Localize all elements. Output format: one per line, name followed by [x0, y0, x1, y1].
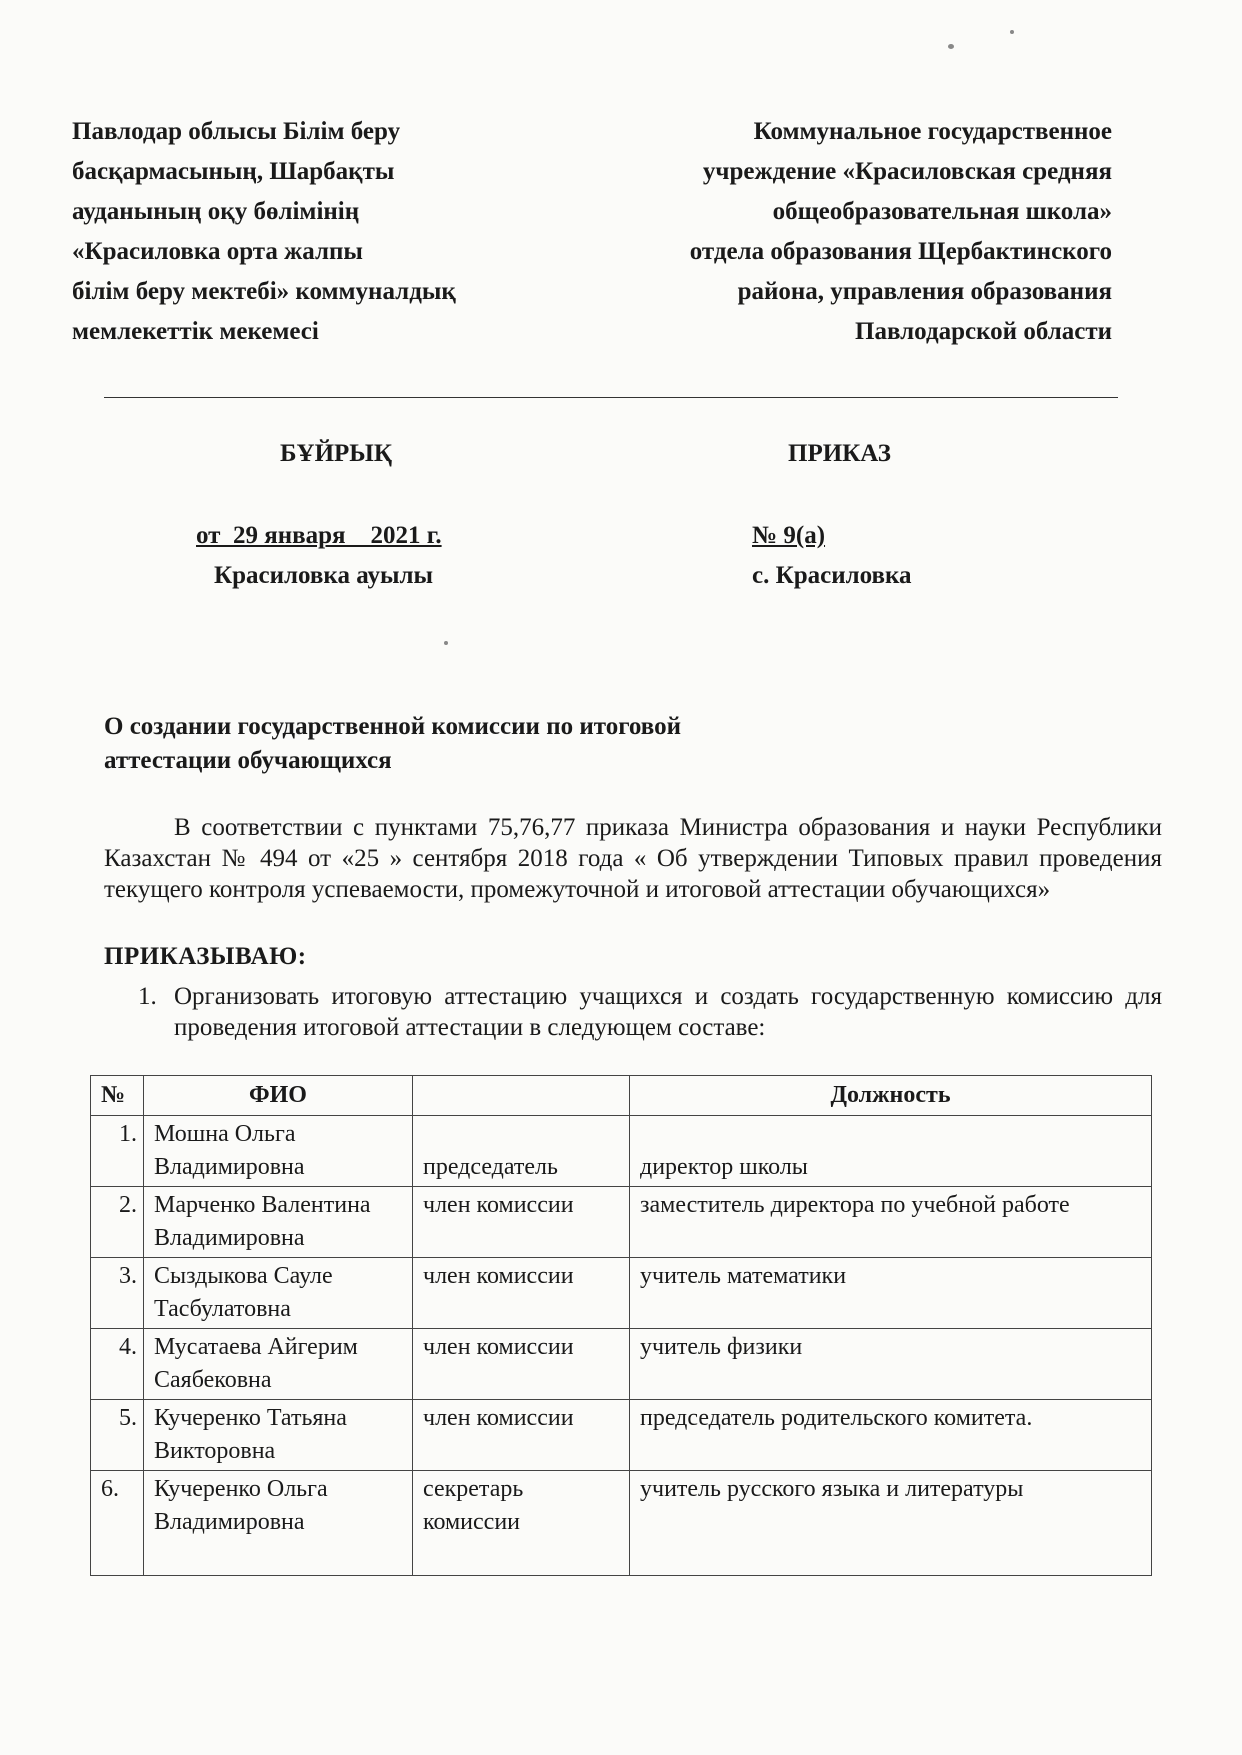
header-kazakh-line: ауданының оқу бөлімінің [72, 198, 360, 225]
cell-role: член комиссии [413, 1258, 630, 1329]
doc-number: № 9(а) [752, 522, 826, 549]
scan-speck [1010, 30, 1014, 34]
table-row [91, 1187, 1152, 1258]
cell-role: председатель [413, 1116, 630, 1187]
header-russian-line: Павлодарской области [855, 318, 1112, 345]
cell-number: 5. [91, 1400, 144, 1471]
cell-fio: Мошна Ольга Владимировна [144, 1116, 413, 1187]
cell-number: 3. [91, 1258, 144, 1329]
table-row [91, 1258, 1152, 1329]
table-header-row [91, 1076, 1152, 1116]
doc-place-kazakh: Красиловка ауылы [214, 562, 434, 589]
table-row [91, 1329, 1152, 1400]
cell-role: член комиссии [413, 1329, 630, 1400]
table-row [91, 1400, 1152, 1471]
header-kazakh-line: білім беру мектебі» коммуналдық [72, 278, 456, 305]
commission-table [90, 1075, 1152, 1576]
doc-preamble: В соответствии с пунктами 75,76,77 приказа Министра образования и науки Республики Казахстан № 494 от «25 » сентября 2018 года « Об утверждении Типовых правил проведения текущего контроля успеваемости, промежуточной и итоговой аттестации обучающихся» [104, 814, 1162, 903]
cell-position: учитель физики [630, 1329, 1152, 1400]
header-kazakh-line: Павлодар облысы Білім беру [72, 118, 401, 145]
order-item-text: Организовать итоговую аттестацию учащихся и создать государственную комиссию для проведения итоговой аттестации в следующем составе: [174, 983, 1162, 1041]
cell-role: секретарь комиссии [413, 1471, 630, 1576]
cell-position: учитель математики [630, 1258, 1152, 1329]
header-russian-line: отдела образования Щербактинского [689, 238, 1112, 265]
cell-position: председатель родительского комитета. [630, 1400, 1152, 1471]
cell-fio: Мусатаева Айгерим Саябековна [144, 1329, 413, 1400]
doc-title-russian: ПРИКАЗ [788, 440, 891, 467]
cell-number: 1. [91, 1116, 144, 1187]
cell-role: член комиссии [413, 1187, 630, 1258]
header-russian-line: учреждение «Красиловская средняя [702, 158, 1112, 185]
column-header-number: № [91, 1076, 144, 1116]
header-kazakh-line: мемлекеттік мекемесі [72, 318, 319, 345]
header-russian [560, 112, 1112, 352]
doc-place-russian: с. Красиловка [752, 562, 912, 589]
scan-speck [444, 641, 448, 645]
table-row [91, 1116, 1152, 1187]
order-item-number: 1. [138, 983, 157, 1010]
doc-title-kazakh: БҰЙРЫҚ [280, 440, 392, 467]
cell-position: директор школы [630, 1116, 1152, 1187]
cell-position: учитель русского языка и литературы [630, 1471, 1152, 1576]
scan-speck [948, 44, 954, 49]
cell-fio: Кучеренко Татьяна Викторовна [144, 1400, 413, 1471]
doc-date: от 29 января 2021 г. [196, 522, 442, 549]
cell-position: заместитель директора по учебной работе [630, 1187, 1152, 1258]
cell-number: 2. [91, 1187, 144, 1258]
doc-subject: О создании государственной комиссии по итоговой аттестации обучающихся [104, 713, 682, 774]
header-russian-line: общеобразовательная школа» [772, 198, 1112, 225]
header-divider [104, 397, 1118, 398]
doc-order-word: ПРИКАЗЫВАЮ: [104, 943, 307, 970]
header-kazakh-line: басқармасының, Шарбақты [72, 158, 395, 185]
column-header-role [413, 1076, 630, 1116]
header-russian-line: Коммунальное государственное [753, 118, 1112, 145]
cell-number: 4. [91, 1329, 144, 1400]
cell-fio: Кучеренко Ольга Владимировна [144, 1471, 413, 1576]
cell-number: 6. [91, 1471, 144, 1576]
cell-fio: Сыздыкова Сауле Тасбулатовна [144, 1258, 413, 1329]
cell-role: член комиссии [413, 1400, 630, 1471]
column-header-position: Должность [630, 1076, 1152, 1116]
header-kazakh [72, 112, 572, 352]
header-kazakh-line: «Красиловка орта жалпы [72, 238, 363, 265]
cell-fio: Марченко Валентина Владимировна [144, 1187, 413, 1258]
column-header-fio: ФИО [144, 1076, 413, 1116]
header-russian-line: района, управления образования [737, 278, 1112, 305]
table-row [91, 1471, 1152, 1576]
